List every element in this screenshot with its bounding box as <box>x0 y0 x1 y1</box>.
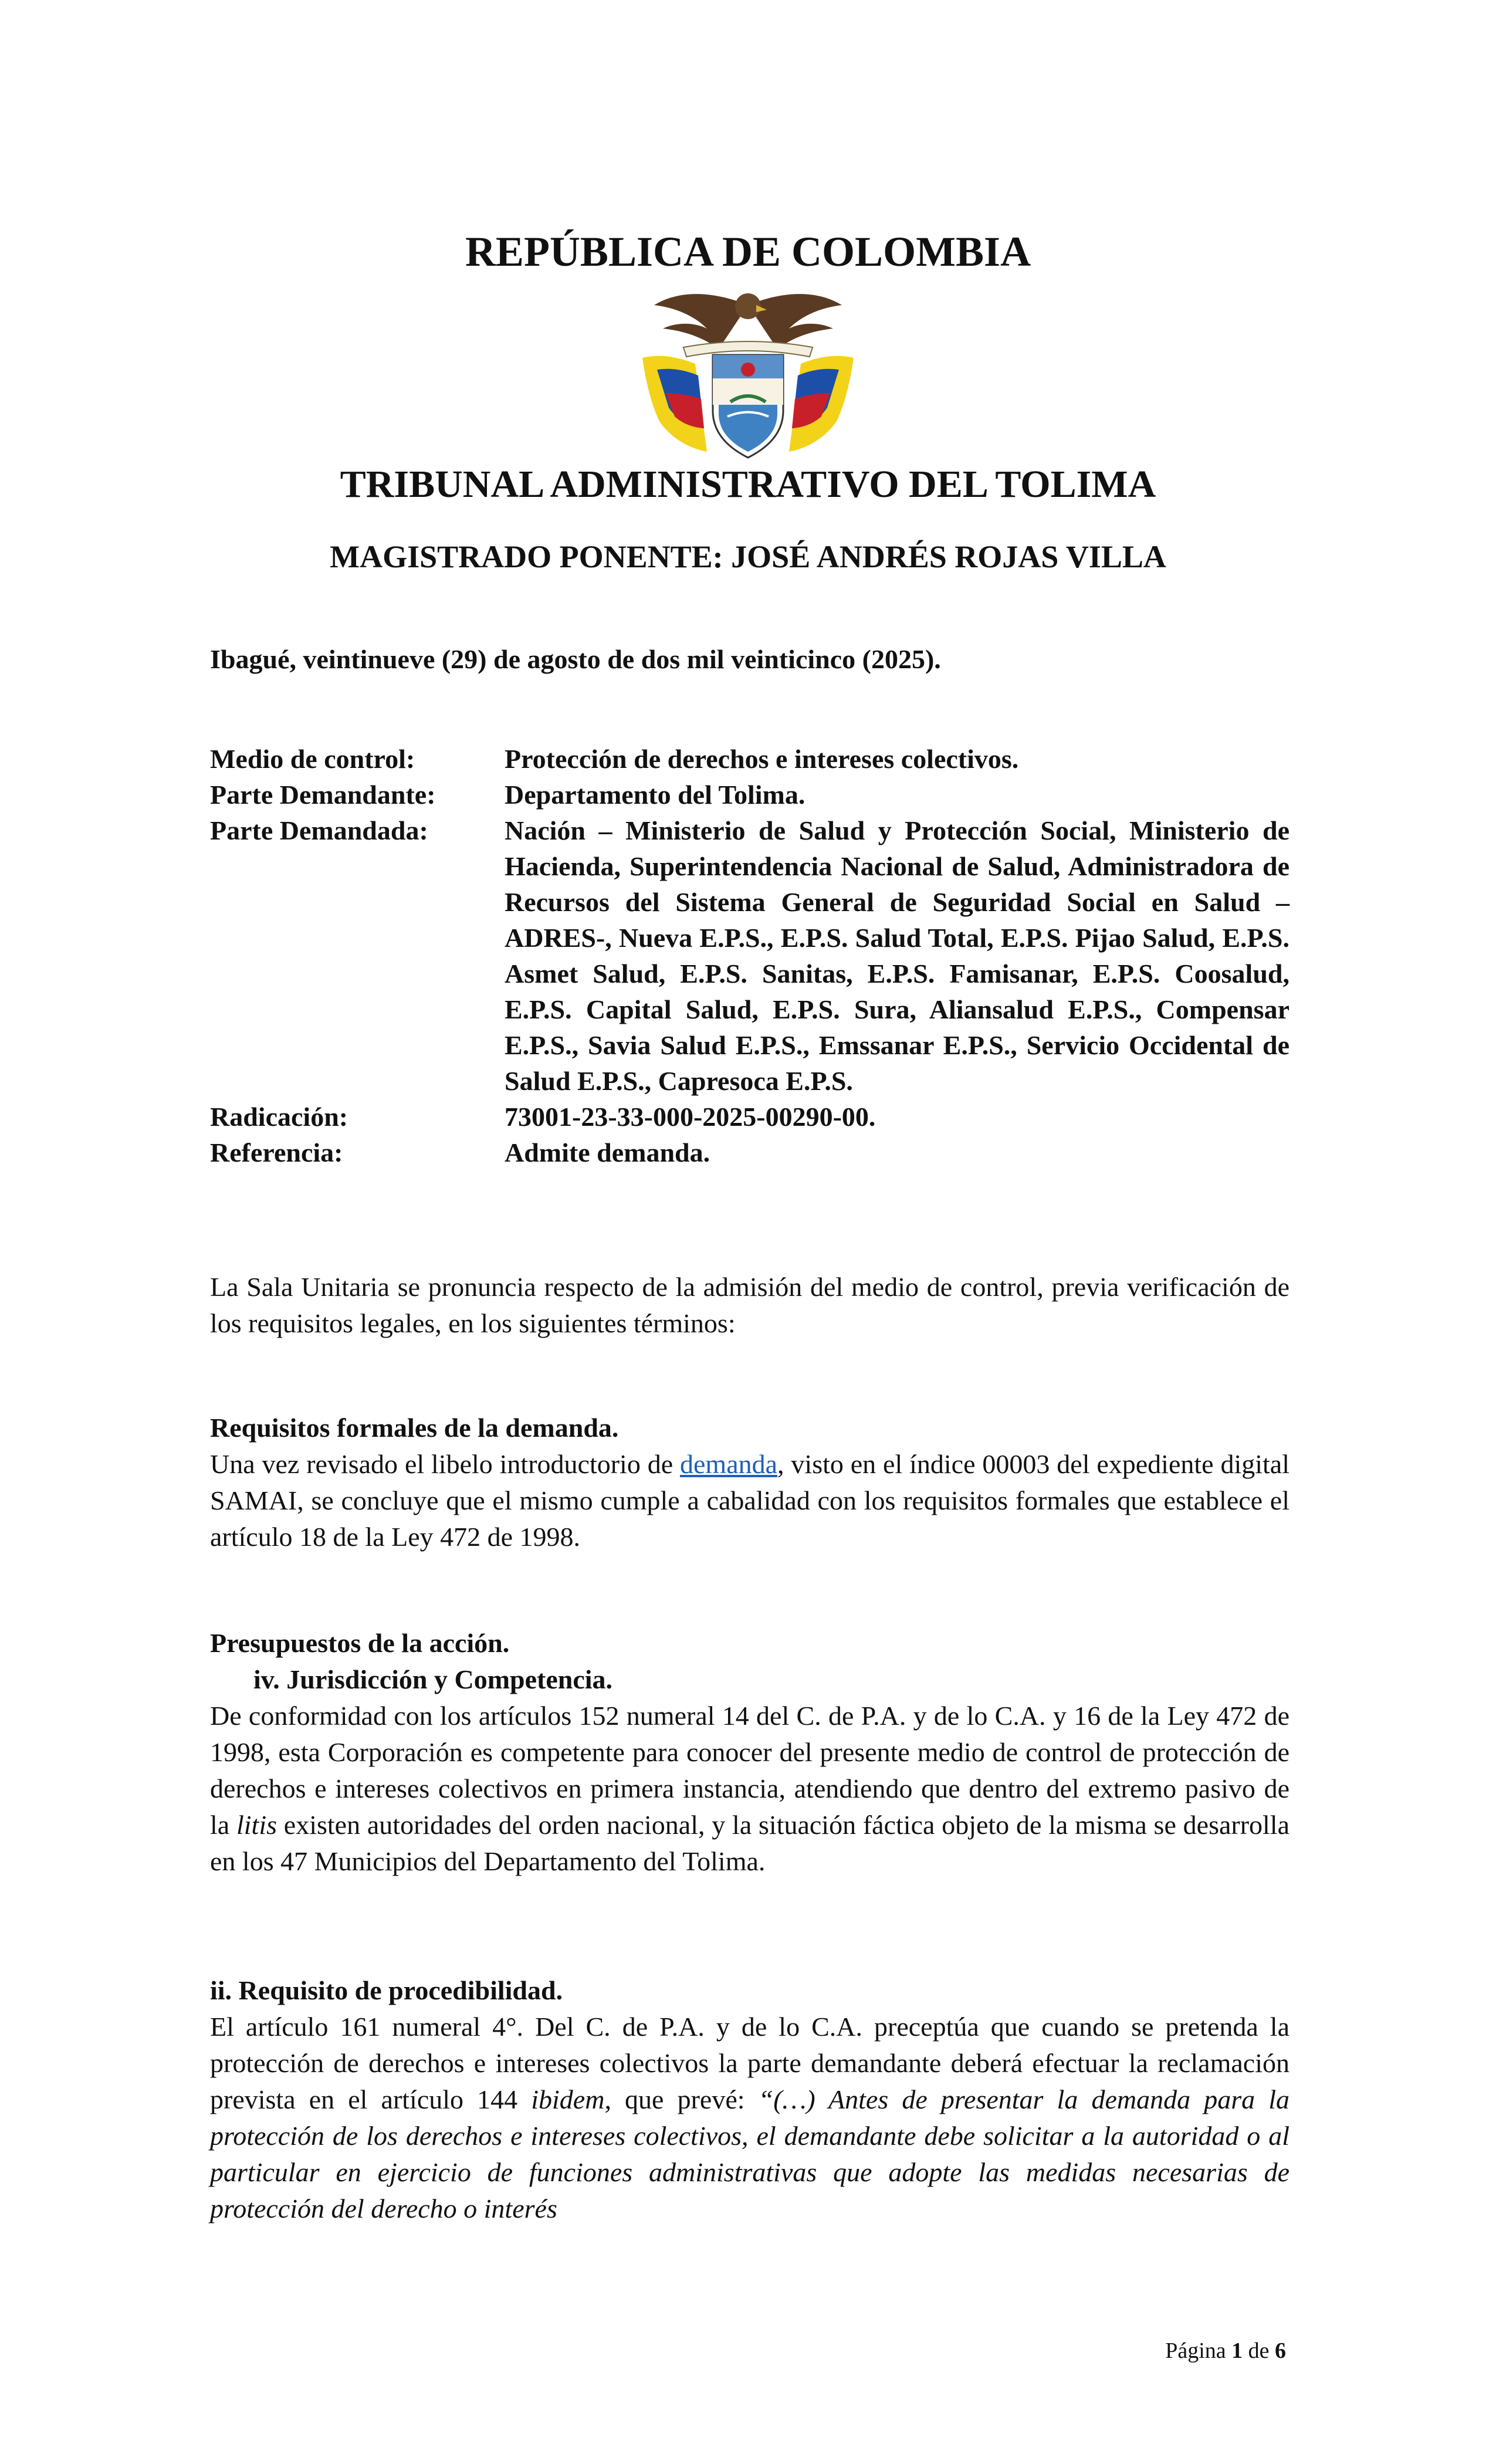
case-details <box>210 741 1289 1170</box>
page-word: Página <box>1165 2338 1226 2363</box>
litis-word: litis <box>236 1810 277 1840</box>
ibidem-word: ibidem <box>531 2084 605 2114</box>
page-total: 6 <box>1275 2338 1286 2363</box>
radicacion-value: 73001-23-33-000-2025-00290-00. <box>505 1102 876 1132</box>
radicacion-label: Radicación: <box>210 1102 348 1132</box>
case-row-demandante <box>210 777 1289 813</box>
intro-paragraph: La Sala Unitaria se pronuncia respecto de la admisión del medio de control, previa verificación de los requisitos legales, en los siguientes términos: <box>210 1272 1289 1338</box>
presupuestos-paragraph <box>210 1698 1289 1880</box>
case-row-medio <box>210 741 1289 777</box>
court-title: TRIBUNAL ADMINISTRATIVO DEL TOLIMA <box>340 463 1156 506</box>
presupuestos-heading: Presupuestos de la acción. <box>210 1628 510 1658</box>
date-line: Ibagué, veintinueve (29) de agosto de dos mil veinticinco (2025). <box>210 644 941 674</box>
case-row-referencia <box>210 1135 1289 1170</box>
medio-label: Medio de control: <box>210 744 415 774</box>
requisitos-text-after: , visto en el índice 00003 del expediente digital SAMAI, se concluye que el mismo cumple a cabalidad con los requisitos formales que establece el artículo 18 de la Ley 472 de 1998. <box>210 1449 1289 1552</box>
case-row-radicacion <box>210 1099 1289 1135</box>
coat-of-arms-icon <box>631 282 865 466</box>
case-row-demandada <box>210 813 1289 1099</box>
procedibilidad-text-mid: , que prevé: <box>604 2084 759 2114</box>
page-number: 1 <box>1231 2338 1243 2363</box>
procedibilidad-heading: ii. Requisito de procedibilidad. <box>210 1975 563 2005</box>
magistrate-line: MAGISTRADO PONENTE: JOSÉ ANDRÉS ROJAS VILLA <box>330 539 1166 574</box>
procedibilidad-quote: “(…) Antes de presentar la demanda para la protección de los derechos e intereses colectivos, el demandante debe solicitar a la autoridad o al particular en ejercicio de funciones administrativas que adopte las medidas necesarias de protección del derecho o interés <box>210 2084 1289 2223</box>
requisitos-paragraph <box>210 1446 1289 1555</box>
presupuestos-text-after: existen autoridades del orden nacional, y la situación fáctica objeto de la misma se desarrolla en los 47 Municipios del Departamento del Tolima. <box>210 1810 1290 1876</box>
jurisdiccion-subheading: iv. Jurisdicción y Competencia. <box>253 1664 613 1694</box>
demandada-label: Parte Demandada: <box>210 815 428 845</box>
requisitos-heading: Requisitos formales de la demanda. <box>210 1413 619 1443</box>
page-footer <box>1165 2338 1286 2364</box>
procedibilidad-text-before: El artículo 161 numeral 4°. Del C. de P.A. y de lo C.A. preceptúa que cuando se pretenda la protección de derechos e intereses colectivos la parte demandante deberá efectuar la reclamación prevista en el artículo 144 <box>210 2012 1289 2114</box>
requisitos-text-before: Una vez revisado el libelo introductorio de <box>210 1449 680 1479</box>
procedibilidad-paragraph <box>210 2009 1289 2227</box>
demandante-value: Departamento del Tolima. <box>505 780 805 810</box>
demandada-value: Nación – Ministerio de Salud y Protección Social, Ministerio de Hacienda, Superintendencia Nacional de Salud, Administradora de Recursos del Sistema General de Seguridad Social en Salud –ADRES-, Nueva E.P.S., E.P.S. Salud Total, E.P.S. Pijao Salud, E.P.S. Asmet Salud, E.P.S. Sanitas, E.P.S. Famisanar, E.P.S. Coosalud, E.P.S. Capital Salud, E.P.S. Sura, Aliansalud E.P.S., Compensar E.P.S., Savia Salud E.P.S., Emssanar E.P.S., Servicio Occidental de Salud E.P.S., Capresoca E.P.S. <box>505 815 1289 1096</box>
referencia-value: Admite demanda. <box>505 1138 710 1167</box>
medio-value: Protección de derechos e intereses colectivos. <box>505 744 1019 774</box>
country-title: REPÚBLICA DE COLOMBIA <box>465 228 1031 275</box>
presupuestos-text-before: De conformidad con los artículos 152 numeral 14 del C. de P.A. y de lo C.A. y 16 de la Ley 472 de 1998, esta Corporación es competente para conocer del presente medio de control de protección de derechos e intereses colectivos en primera instancia, atendiendo que dentro del extremo pasivo de la <box>210 1701 1289 1840</box>
demanda-link[interactable]: demanda <box>680 1449 778 1479</box>
demandante-label: Parte Demandante: <box>210 780 436 810</box>
of-word: de <box>1248 2338 1270 2363</box>
referencia-label: Referencia: <box>210 1138 343 1167</box>
